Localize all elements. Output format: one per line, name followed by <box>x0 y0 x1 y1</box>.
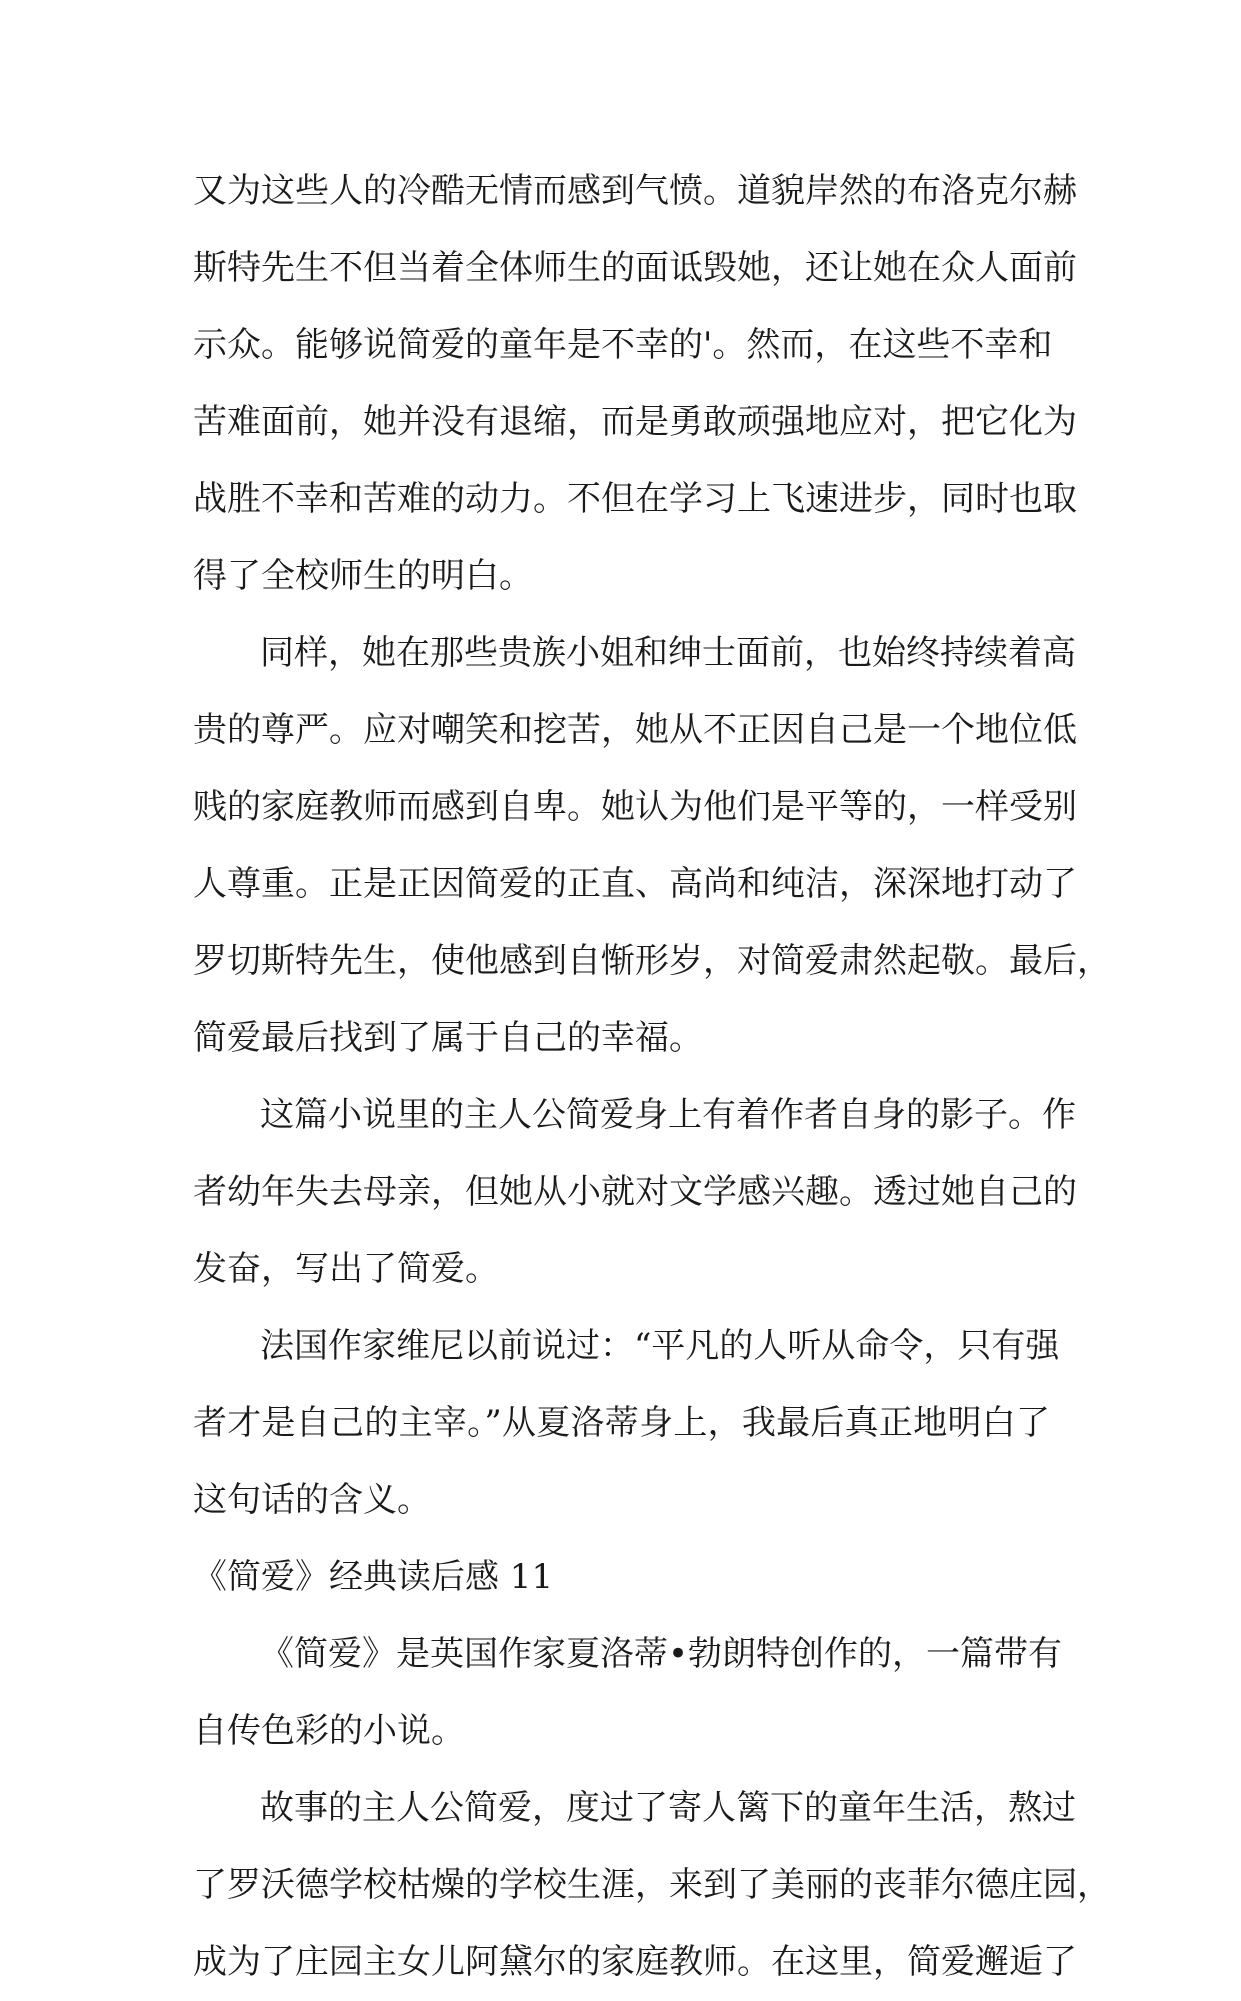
section-heading: 《简爱》经典读后感 11 <box>193 1557 554 1597</box>
text-line: 战胜不幸和苦难的动力。不但在学习上飞速进步，同时也取 <box>193 479 1077 519</box>
paragraph-start-line: 《简爱》是英国作家夏洛蒂•勃朗特创作的，一篇带有 <box>260 1634 1063 1674</box>
text-line: 自传色彩的小说。 <box>193 1711 465 1751</box>
paragraph-start-line: 故事的主人公简爱，度过了寄人篱下的童年生活，熬过 <box>260 1788 1076 1828</box>
text-line: 人尊重。正是正因简爱的正直、高尚和纯洁，深深地打动了 <box>193 864 1077 904</box>
text-line: 贱的家庭教师而感到自卑。她认为他们是平等的，一样受别 <box>193 787 1077 827</box>
text-line: 苦难面前，她并没有退缩，而是勇敢顽强地应对，把它化为 <box>193 402 1077 442</box>
text-line: 又为这些人的冷酷无情而感到气愤。道貌岸然的布洛克尔赫 <box>193 171 1077 211</box>
text-line: 发奋，写出了简爱。 <box>193 1249 499 1289</box>
text-line: 者才是自己的主宰。”从夏洛蒂身上，我最后真正地明白了 <box>193 1403 1050 1443</box>
paragraph-start-line: 这篇小说里的主人公简爱身上有着作者自身的影子。作 <box>260 1095 1076 1135</box>
paragraph-start-line: 同样，她在那些贵族小姐和绅士面前，也始终持续着高 <box>260 633 1076 673</box>
text-line: 罗切斯特先生，使他感到自惭形岁，对简爱肃然起敬。最后， <box>193 941 1111 981</box>
text-line: 简爱最后找到了属于自己的幸福。 <box>193 1018 703 1058</box>
text-line: 得了全校师生的明白。 <box>193 556 533 596</box>
text-line: 示众。能够说简爱的童年是不幸的'。然而，在这些不幸和 <box>193 325 1053 365</box>
text-line: 贵的尊严。应对嘲笑和挖苦，她从不正因自己是一个地位低 <box>193 710 1077 750</box>
document-page <box>193 153 1111 2001</box>
text-line: 这句话的含义。 <box>193 1480 431 1520</box>
text-line: 成为了庄园主女儿阿黛尔的家庭教师。在这里，简爱邂逅了 <box>193 1942 1077 1982</box>
text-line: 斯特先生不但当着全体师生的面诋毁她，还让她在众人面前 <box>193 248 1077 288</box>
text-line: 者幼年失去母亲，但她从小就对文学感兴趣。透过她自己的 <box>193 1172 1077 1212</box>
text-line: 了罗沃德学校枯燥的学校生涯，来到了美丽的丧菲尔德庄园， <box>193 1865 1111 1905</box>
paragraph-start-line: 法国作家维尼以前说过：“平凡的人听从命令，只有强 <box>260 1326 1060 1366</box>
